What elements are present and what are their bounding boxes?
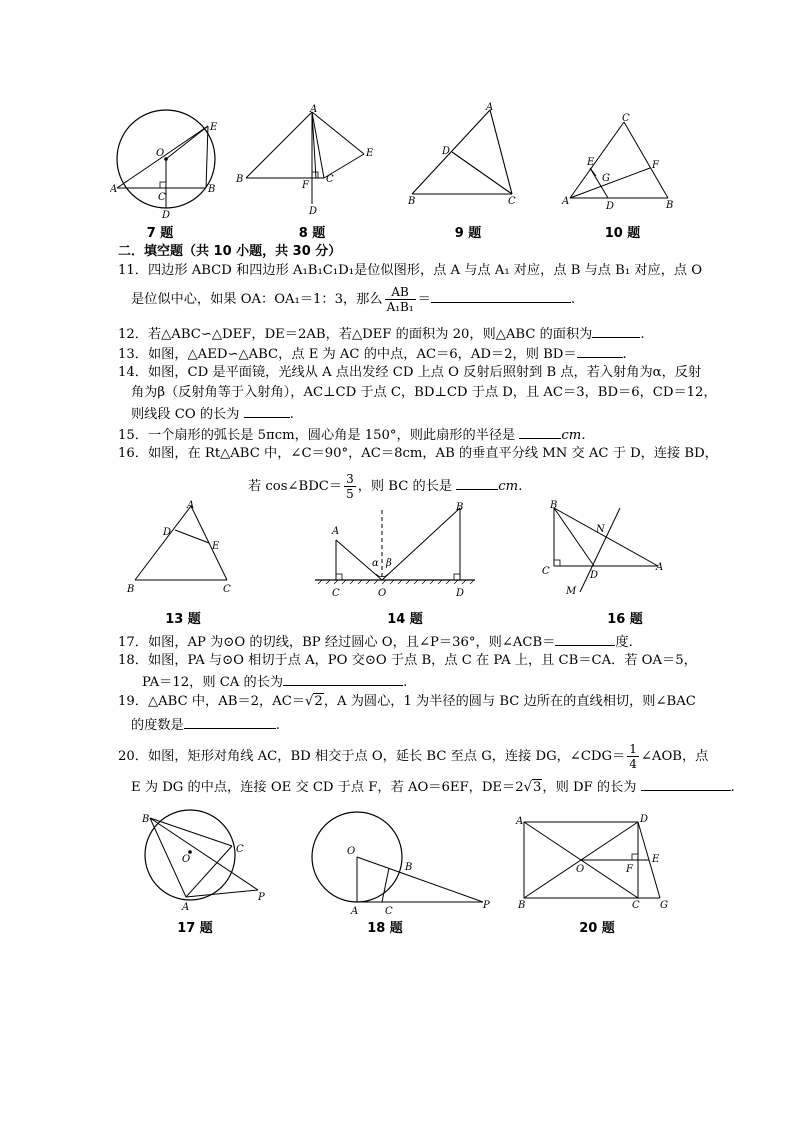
figure-13 <box>125 498 240 598</box>
fig10-label: G <box>602 173 610 184</box>
fig8-label: C <box>326 174 334 185</box>
fig17-label: P <box>258 892 265 903</box>
q11-answer-blank[interactable] <box>431 288 571 303</box>
fig8-label: F <box>302 180 309 191</box>
caption-10: 10 题 <box>604 226 641 241</box>
fig14-label: A <box>332 526 340 537</box>
fig13-label: B <box>127 584 135 595</box>
fig10-label: E <box>587 157 595 168</box>
caption-17: 17 题 <box>177 921 213 936</box>
fig10-label: A <box>562 196 570 207</box>
q11-fraction: $\frac{AB}{\text{A₁B₁}}$ <box>386 285 414 314</box>
fig7-label: B <box>208 184 216 195</box>
figure-8 <box>232 104 377 219</box>
q11-line1: 11．四边形 ABCD 和四边形 A₁B₁C₁D₁是位似图形，点 A 与点 A₁ 对应，点 B 与点 B₁ 对应，点 O <box>118 263 703 278</box>
caption-9: 9 题 <box>454 226 482 241</box>
fig14-label: β <box>386 558 392 569</box>
q20-fraction: $\frac{1}{4}$ <box>629 742 637 771</box>
fig16-label: B <box>550 500 558 511</box>
fig18-label: C <box>385 906 393 915</box>
fig10-label: F <box>652 160 659 171</box>
caption-18: 18 题 <box>367 921 403 936</box>
fig8-label: D <box>309 206 318 217</box>
fig8-label: B <box>236 174 244 185</box>
caption-8: 8 题 <box>298 226 326 241</box>
caption-16: 16 题 <box>607 612 643 627</box>
q14-answer-blank[interactable] <box>244 403 290 418</box>
fig13-label: E <box>212 541 220 552</box>
q20-answer-blank[interactable] <box>641 776 731 791</box>
fig18-label: O <box>347 846 356 857</box>
q11-line2-pre: 是位似中心，如果 OA：OA₁＝1：3，那么 <box>131 292 383 307</box>
fig18-label: B <box>405 862 413 873</box>
fig13-label: D <box>163 527 172 538</box>
q15-answer-blank[interactable] <box>519 424 561 439</box>
fig20-label: B <box>518 900 526 910</box>
fig14-label: O <box>378 588 387 599</box>
fig14-label: D <box>456 588 465 599</box>
fig10-label: D <box>606 201 615 212</box>
fig16-label: D <box>590 570 599 581</box>
fig20-label: F <box>626 864 633 875</box>
q16-fraction: $\frac{3}{5}$ <box>346 472 354 501</box>
fig17-label: C <box>236 844 244 855</box>
figure-9 <box>402 100 527 210</box>
figure-14 <box>310 500 480 600</box>
fig18-label: P <box>483 900 490 911</box>
fig9-label: C <box>508 196 516 207</box>
fig8-label: E <box>366 148 374 159</box>
fig16-label: M <box>566 586 577 597</box>
caption-13: 13 题 <box>165 612 201 627</box>
fig14-label: α <box>372 558 379 569</box>
caption-14: 14 题 <box>387 612 423 627</box>
q16-answer-blank[interactable] <box>456 475 498 490</box>
fig17-label: B <box>142 814 150 825</box>
section-title: 二．填空题（共 10 小题，共 30 分） <box>118 244 342 259</box>
fig14-label: B <box>456 502 464 513</box>
figure-20 <box>512 810 672 910</box>
caption-7: 7 题 <box>146 226 174 241</box>
fig7-label: C <box>158 192 166 203</box>
q18-answer-blank[interactable] <box>283 671 403 686</box>
figure-16 <box>538 496 673 601</box>
fig10-label: B <box>666 200 674 211</box>
sqrt-symbol: √ <box>523 780 533 795</box>
figure-17 <box>138 808 273 913</box>
fig14-label: C <box>332 588 340 599</box>
fig20-label: E <box>652 854 660 865</box>
fig16-label: N <box>596 524 605 535</box>
fig16-label: C <box>542 566 550 577</box>
fig17-label: A <box>182 902 190 913</box>
fig9-label: D <box>442 146 451 157</box>
fig9-label: B <box>408 196 416 207</box>
fig18-label: A <box>351 906 359 915</box>
fig20-label: O <box>576 864 585 875</box>
fig13-label: A <box>187 500 195 511</box>
fig9-label: A <box>486 102 494 113</box>
fig17-label: O <box>182 854 191 865</box>
sqrt-symbol: √ <box>305 694 314 709</box>
fig8-label: A <box>310 104 318 115</box>
q12-answer-blank[interactable] <box>592 323 640 338</box>
fig7-label: E <box>210 122 218 133</box>
q19-answer-blank[interactable] <box>184 714 276 729</box>
q13-answer-blank[interactable] <box>577 343 623 358</box>
fig7-label: D <box>162 210 171 221</box>
fig20-label: G <box>660 900 668 910</box>
fig20-label: D <box>640 814 649 825</box>
fig16-label: A <box>656 562 664 573</box>
fig13-label: C <box>223 584 231 595</box>
caption-20: 20 题 <box>579 921 615 936</box>
fig7-label: O <box>156 148 165 159</box>
q17-answer-blank[interactable] <box>555 631 615 646</box>
fig20-label: A <box>516 816 524 827</box>
fig20-label: C <box>632 900 640 910</box>
figure-7 <box>110 108 230 223</box>
fig7-label: A <box>110 184 118 195</box>
figure-18 <box>305 810 495 915</box>
figure-10 <box>560 110 680 215</box>
fig10-label: C <box>622 113 630 124</box>
